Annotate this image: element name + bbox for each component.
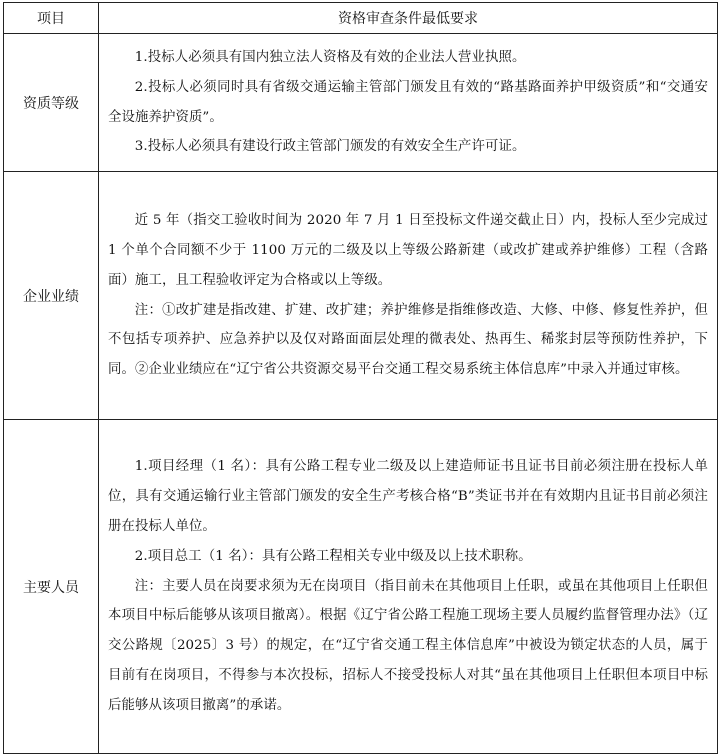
table-row-company-performance bbox=[4, 172, 718, 420]
row-content bbox=[99, 172, 718, 420]
row-content bbox=[99, 34, 718, 172]
paragraph: 近 5 年（指交工验收时间为 2020 年 7 月 1 日至投标文件递交截止日）内，投标人至少完成过 1 个单个合同额不少于 1100 万元的二级及以上等级公路新建（或改扩建或养护维修）工程（含路面）施工，且工程验收评定为合格或以上等级。 bbox=[108, 213, 708, 288]
row-content bbox=[99, 420, 718, 754]
table-row-qualification-level bbox=[4, 34, 718, 172]
row-label: 资质等级 bbox=[4, 34, 99, 172]
qualification-table bbox=[3, 2, 718, 754]
header-requirement: 资格审查条件最低要求 bbox=[99, 3, 718, 34]
paragraph: 注：主要人员在岗要求须为无在岗项目（指目前未在其他项目上任职，或虽在其他项目上任职但本项目中标后能够从该项目撤离）。根据《辽宁省公路工程施工现场主要人员履约监督管理办法》（辽交公路规〔2025〕3 号）的规定，在“辽宁省交通工程主体信息库”中被设为锁定状态的人员，属于目前有在岗项目，不得参与本次投标，招标人不接受投标人对其“虽在其他项目上任职但本项目中标后能够从该项目撤离”的承诺。 bbox=[108, 578, 708, 713]
paragraph: 1.项目经理（1 名）：具有公路工程专业二级及以上建造师证书且证书目前必须注册在投标人单位，具有交通运输行业主管部门颁发的安全生产考核合格“B”类证书并在有效期内且证书目前必须注册在投标人单位。 bbox=[108, 459, 708, 534]
table-row-key-personnel bbox=[4, 420, 718, 754]
paragraph: 1.投标人必须具有国内独立法人资格及有效的企业法人营业执照。 bbox=[134, 49, 526, 65]
row-label: 企业业绩 bbox=[4, 172, 99, 420]
row-label: 主要人员 bbox=[4, 420, 99, 754]
paragraph: 2.项目总工（1 名）：具有公路工程相关专业中级及以上技术职称。 bbox=[134, 548, 532, 564]
paragraph: 2.投标人必须同时具有省级交通运输主管部门颁发且有效的“路基路面养护甲级资质”和“交通安全设施养护资质”。 bbox=[108, 79, 708, 125]
header-item: 项目 bbox=[4, 3, 99, 34]
paragraph: 注：①改扩建是指改建、扩建、改扩建；养护维修是指维修改造、大修、中修、修复性养护，但不包括专项养护、应急养护以及仅对路面面层处理的微表处、热再生、稀浆封层等预防性养护，下同。②企业业绩应在“辽宁省公共资源交易平台交通工程交易系统主体信息库”中录入并通过审核。 bbox=[108, 302, 708, 378]
table-header-row bbox=[4, 3, 718, 34]
paragraph: 3.投标人必须具有建设行政主管部门颁发的有效安全生产许可证。 bbox=[134, 139, 526, 155]
